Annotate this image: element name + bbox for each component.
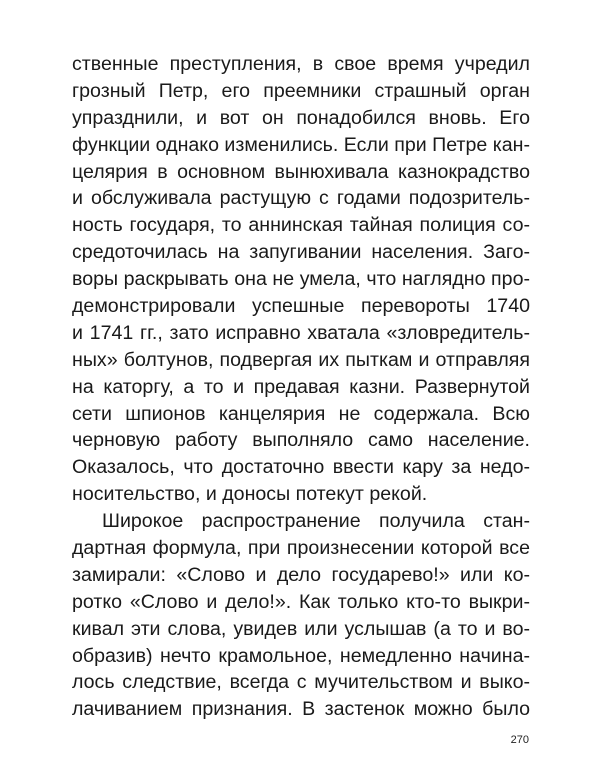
page-number: 270: [510, 734, 529, 746]
text-line: и 1741 гг., зато исправно хватала «зловредитель-: [72, 321, 530, 344]
text-line: ротко «Слово и дело!». Как только кто-то выкри-: [72, 590, 530, 613]
paragraph-start-line: Широкое распространение получила стан-: [102, 510, 530, 533]
text-line: функции однако изменились. Если при Петре кан-: [72, 133, 530, 156]
text-line: лачиванием признания. В застенок можно было: [72, 698, 530, 721]
text-line: черновую работу выполняло само население.: [72, 429, 530, 452]
text-line: средоточилась на запугивании населения. Заго-: [72, 241, 530, 264]
text-line: замирали: «Слово и дело государево!» или ко-: [72, 563, 530, 586]
text-line: и обслуживала растущую с годами подозритель-: [72, 187, 530, 210]
text-line: образив) нечто крамольное, немедленно начина-: [72, 644, 530, 667]
text-line: лось следствие, всегда с мучительством и выко-: [72, 671, 530, 694]
paragraph-end-line: носительство, и доносы потекут рекой.: [72, 483, 428, 506]
text-line: Оказалось, что достаточно ввести кару за недо-: [72, 456, 530, 479]
text-line: ственные преступления, в свое время учредил: [72, 53, 530, 75]
text-line: ность государя, то аннинская тайная полиция со-: [72, 214, 530, 237]
text-line: дартная формула, при произнесении которой все: [72, 537, 530, 560]
body-text: [72, 51, 530, 723]
text-line: на каторгу, а то и предавая казни. Развернутой: [72, 375, 530, 398]
text-line: упразднили, и вот он понадобился вновь. Его: [72, 106, 530, 129]
text-line: целярия в основном вынюхивала казнокрадство: [72, 160, 530, 183]
text-line: воры раскрывать она не умела, что наглядно про-: [72, 268, 530, 291]
text-line: сети шпионов канцелярия не содержала. Всю: [72, 402, 530, 425]
text-line: кивал эти слова, увидев или услышав (а то и во-: [72, 617, 530, 640]
text-line: грозный Петр, его преемники страшный орган: [72, 79, 530, 102]
text-line: ных» болтунов, подвергая их пыткам и отправляя: [72, 348, 530, 371]
text-line: демонстрировали успешные перевороты 1740: [72, 295, 530, 318]
